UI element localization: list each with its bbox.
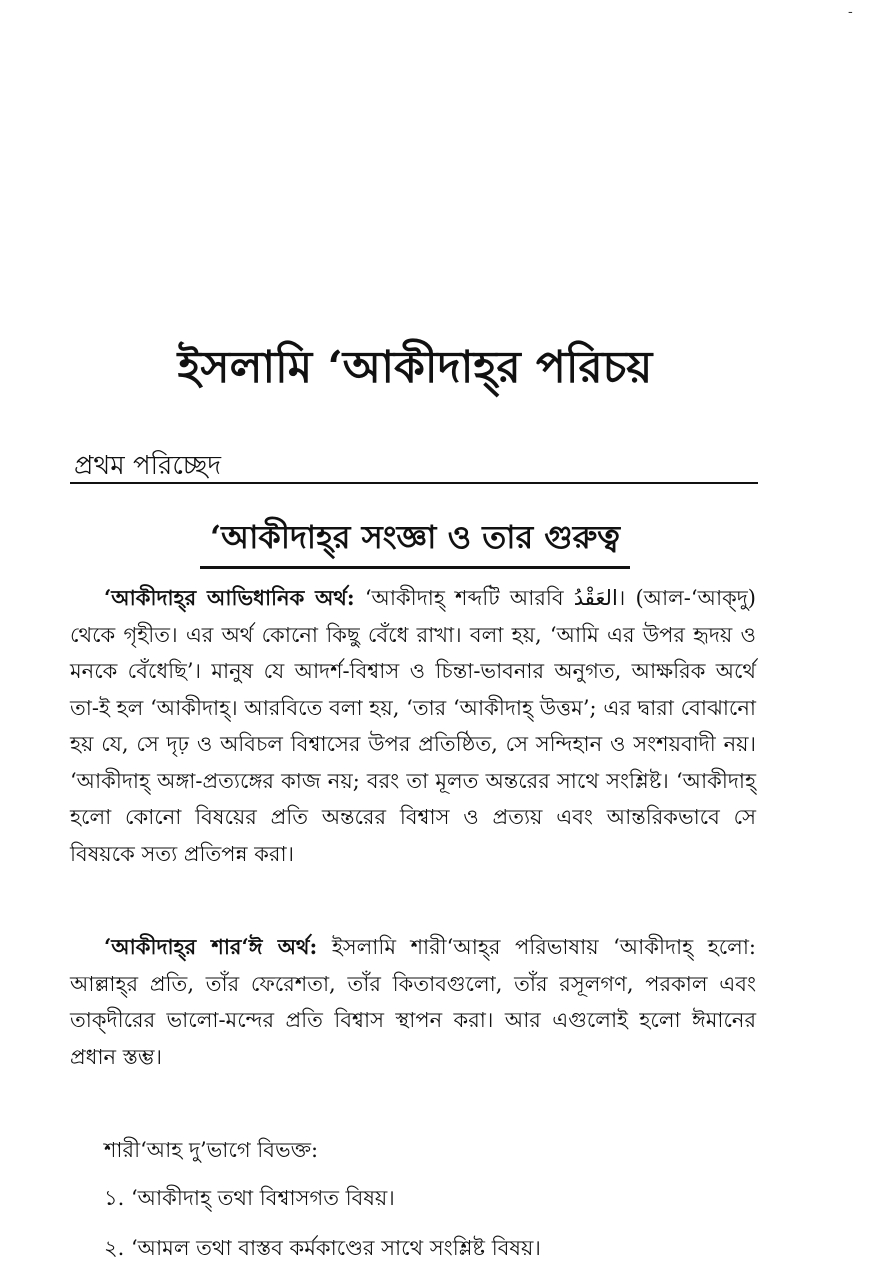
- division-item: ২. ‘আমল তথা বাস্তব কর্মকাণ্ডের সাথে সংশ্লিষ্ট বিষয়।: [104, 1236, 541, 1260]
- paragraph-sharia-meaning: [70, 929, 756, 1075]
- paragraph-lead: ‘আকীদাহ্‌র আভিধানিক অর্থ:: [104, 585, 355, 610]
- section-divider: [70, 482, 758, 484]
- paragraph-text: । (আল-‘আক্‌দু) থেকে গৃহীত। এর অর্থ কোনো কিছু বেঁধে রাখা। বলা হয়, ‘আমি এর উপর হৃদয় ও মনকে বেঁধেছি’। মানুষ যে আদর্শ-বিশ্বাস ও চিন্তা-ভাবনার অনুগত, আক্ষরিক অর্থে তা-ই হল ‘আকীদাহ্। আরবিতে বলা হয়, ‘তার ‘আকীদাহ্ উত্তম’; এর দ্বারা বোঝানো হয় যে, সে দৃঢ় ও অবিচল বিশ্বাসের উপর প্রতিষ্ঠিত, সে সন্দিহান ও সংশয়বাদী নয়। ‘আকীদাহ্ অঙ্গা-প্রত্যঙ্গের কাজ নয়; বরং তা মূলত অন্তরের সাথে সংশ্লিষ্ট। ‘আকীদাহ্ হলো কোনো বিষয়ের প্রতি অন্তরের বিশ্বাস ও প্রত্যয় এবং আন্তরিকভাবে সে বিষয়কে সত্য প্রতিপন্ন করা।: [70, 586, 756, 866]
- paragraph-text: ‘আকীদাহ্ শব্দটি আরবি: [354, 586, 574, 610]
- heading-underline: [200, 566, 630, 569]
- divisions-intro: শারী‘আহ দু’ভাগে বিভক্ত:: [104, 1138, 319, 1162]
- chapter-title: ইসলামি ‘আকীদাহ্‌র পরিচয়: [177, 342, 653, 393]
- paragraph-text: ইসলামি শারী‘আহ্‌র পরিভাষায় ‘আকীদাহ্ হলো: আল্লাহ্‌র প্রতি, তাঁর ফেরেশতা, তাঁর কিতাবগুলো, তাঁর রসূলগণ, পরকাল এবং তাক্‌দীরের ভালো-মন্দের প্রতি বিশ্বাস স্থাপন করা। আর এগুলোই হলো ঈমানের প্রধান স্তম্ভ।: [70, 935, 756, 1069]
- section-label: প্রথম পরিচ্ছেদ: [74, 451, 222, 481]
- paragraph-lexical-meaning: [70, 580, 756, 872]
- section-heading: ‘আকীদাহ্‌র সংজ্ঞা ও তার গুরুত্ব: [209, 518, 621, 556]
- arabic-word: العَقْدُ: [573, 586, 618, 610]
- paragraph-lead: ‘আকীদাহ্‌র শার‘ঈ অর্থ:: [104, 934, 318, 959]
- corner-mark: -: [848, 4, 853, 20]
- division-item: ১. ‘আকীদাহ্ তথা বিশ্বাসগত বিষয়।: [104, 1186, 395, 1210]
